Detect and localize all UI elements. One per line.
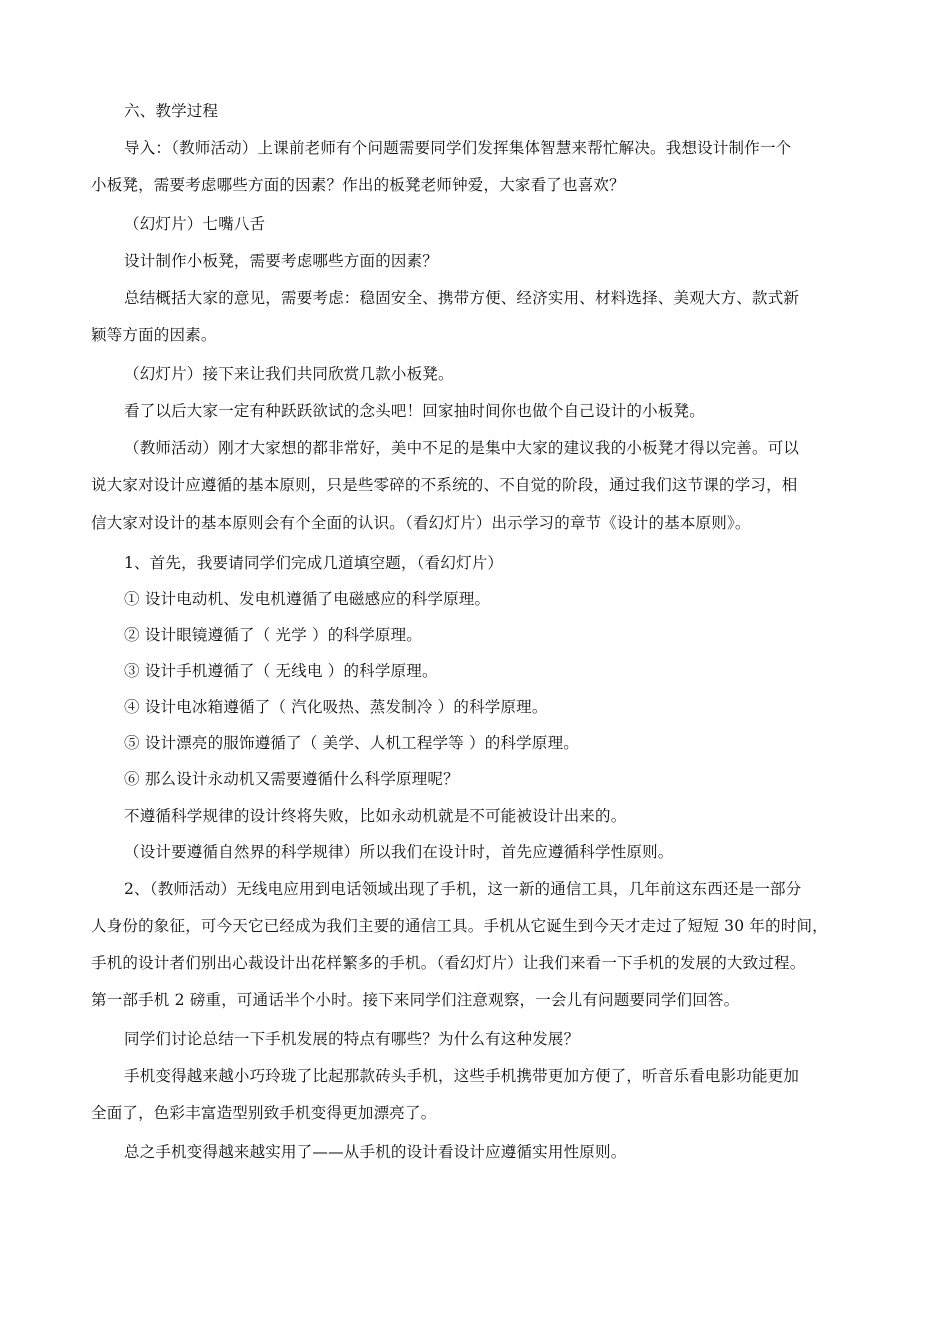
paragraph-line: 看了以后大家一定有种跃跃欲试的念头吧！回家抽时间你也做个自己设计的小板凳。 xyxy=(124,402,705,420)
paragraph-line: 总之手机变得越来越实用了——从手机的设计看设计应遵循实用性原则。 xyxy=(124,1143,627,1161)
paragraph-line: 全面了，色彩丰富造型别致手机变得更加漂亮了。 xyxy=(91,1104,437,1122)
paragraph-line: 总结概括大家的意见，需要考虑：稳固安全、携带方便、经济实用、材料选择、美观大方、款式新 xyxy=(124,289,800,307)
paragraph-line: 第一部手机 2 磅重，可通话半个小时。接下来同学们注意观察，一会儿有问题要同学们回答。 xyxy=(91,991,740,1009)
paragraph-line: （幻灯片）七嘴八舌 xyxy=(124,215,266,233)
paragraph-line: 信大家对设计的基本原则会有个全面的认识。（看幻灯片）出示学习的章节《设计的基本原则》。 xyxy=(91,514,751,532)
list-item: ② 设计眼镜遵循了（ 光学 ）的科学原理。 xyxy=(124,626,422,644)
paragraph-line: 手机的设计者们别出心裁设计出花样繁多的手机。（看幻灯片）让我们来看一下手机的发展的大致过程。 xyxy=(91,954,806,972)
paragraph-line: 同学们讨论总结一下手机发展的特点有哪些？为什么有这种发展？ xyxy=(124,1030,580,1048)
paragraph-line: 人身份的象征，可今天它已经成为我们主要的通信工具。手机从它诞生到今天才走过了短短 30 年的时间， xyxy=(91,917,828,935)
paragraph-line: 2、（教师活动）无线电应用到电话领域出现了手机，这一新的通信工具，几年前这东西还是一部分 xyxy=(124,880,802,898)
paragraph-line: 说大家对设计应遵循的基本原则，只是些零碎的不系统的、不自觉的阶段，通过我们这节课的学习，相 xyxy=(91,476,798,494)
paragraph-line: 小板凳，需要考虑哪些方面的因素？作出的板凳老师钟爱，大家看了也喜欢？ xyxy=(91,176,625,194)
paragraph-line: （设计要遵循自然界的科学规律）所以我们在设计时，首先应遵循科学性原则。 xyxy=(124,843,674,861)
list-item: ① 设计电动机、发电机遵循了电磁感应的科学原理。 xyxy=(124,590,491,608)
paragraph-line: 设计制作小板凳，需要考虑哪些方面的因素？ xyxy=(124,252,439,270)
list-item: ⑤ 设计漂亮的服饰遵循了（ 美学、人机工程学等 ）的科学原理。 xyxy=(124,734,579,752)
section-heading: 六、教学过程 xyxy=(124,102,219,120)
paragraph-line: （教师活动）刚才大家想的都非常好，美中不足的是集中大家的建议我的小板凳才得以完善。可以 xyxy=(124,439,800,457)
list-item: ④ 设计电冰箱遵循了（ 汽化吸热、蒸发制冷 ）的科学原理。 xyxy=(124,698,548,716)
paragraph-line: 手机变得越来越小巧玲珑了比起那款砖头手机，这些手机携带更加方便了，听音乐看电影功能更加 xyxy=(124,1067,800,1085)
paragraph-line: 颖等方面的因素。 xyxy=(91,326,217,344)
paragraph-line: 导入：（教师活动）上课前老师有个问题需要同学们发挥集体智慧来帮忙解决。我想设计制作一个 xyxy=(124,139,792,157)
paragraph-line: 不遵循科学规律的设计终将失败，比如永动机就是不可能被设计出来的。 xyxy=(124,807,627,825)
paragraph-line: （幻灯片）接下来让我们共同欣赏几款小板凳。 xyxy=(124,365,454,383)
list-item: ⑥ 那么设计永动机又需要遵循什么科学原理呢？ xyxy=(124,770,459,788)
paragraph-line: 1、首先，我要请同学们完成几道填空题，（看幻灯片） xyxy=(124,554,504,572)
list-item: ③ 设计手机遵循了（ 无线电 ）的科学原理。 xyxy=(124,662,438,680)
